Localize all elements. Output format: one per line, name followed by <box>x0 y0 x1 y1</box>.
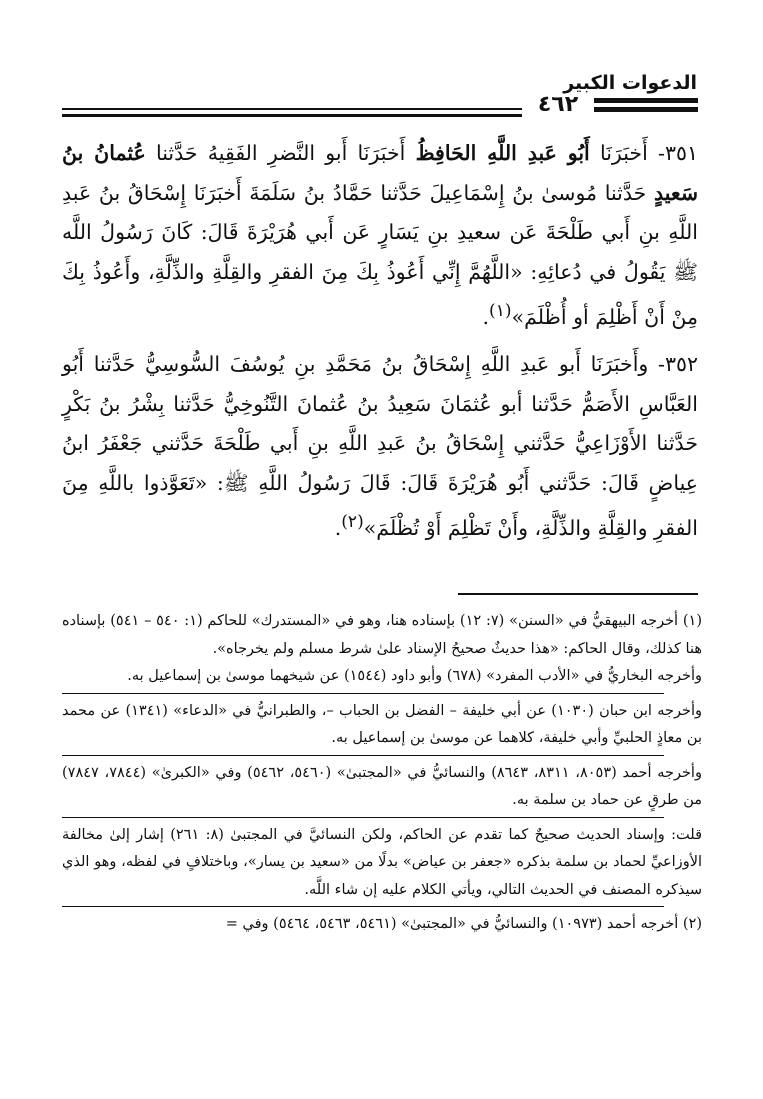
footnote-separator <box>458 593 698 595</box>
footnote-divider <box>62 906 664 907</box>
footnote-ref[interactable]: (٢) <box>341 512 364 533</box>
main-text <box>62 134 698 557</box>
sentence-end: . <box>482 304 490 329</box>
running-title: الدعوات الكبير <box>563 72 697 94</box>
hadith-text: أَخبَرَنَا أَبو النَّضرِ الفَقِيهُ حَدَّثنا <box>145 141 416 165</box>
footnote-paragraph: وأخرجه البخاريُّ في «الأدب المفرد» (٦٧٨) وأبو داود (١٥٤٤) عن شيخهما موسىٰ بن إسماعيل به. <box>127 668 702 684</box>
header-rule-thin <box>62 108 522 110</box>
footnote-ref[interactable]: (١) <box>489 301 512 321</box>
narrator-name: عُثمانُ بنُ سَعيدٍ <box>62 141 698 205</box>
footnote-divider <box>62 817 664 818</box>
footnote-paragraph: وأخرجه ابن حبان (١٠٣٠) عن أبي خليفة – الفضل بن الحباب –، والطبرانيُّ في «الدعاء» (١٣٤١) عن محمد بن معاذٍ الحلبيِّ وأبي خليفة، كلاهما عن موسىٰ بن إسماعيل به. <box>62 702 702 746</box>
hadith-number: ٣٥٢ <box>664 352 698 377</box>
hadith-text: - أَخبَرَنَا <box>589 141 665 165</box>
footnotes <box>62 608 702 939</box>
hadith-text: - وأَخبَرَنَا أَبو عَبدِ اللَّهِ إِسْحَاقُ بنُ مَحَمَّدِ بنِ يُوسُفَ السُّوسِيُّ حَدَّثنا أَبُو العَبَّاسِ الأَصَمُّ حَدَّثنا أبو عُثمَانَ سَعِيدُ بنُ عُثمانَ التَّنُوخِيُّ حَدَّثنا بِشْرُ بنُ بَكْرٍ حَدَّثنا الأَوْزَاعِيُّ حَدَّثني إِسْحَاقُ بنُ عَبدِ اللَّهِ بنِ أَبي طَلْحَةَ حَدَّثني جَعْفَرُ ابنُ عِياضٍ قَالَ: حَدَّثني أَبُو هُرَيْرَةَ قَالَ: قَالَ رَسُولُ اللَّهِ ﷺ: «تَعَوَّذوا باللَّهِ مِنَ الفقرِ والقِلَّةِ والذِّلَّةِ، وأَنْ تَظْلِمَ أَوْ تُظْلَمَ» <box>62 352 698 541</box>
hadith-352 <box>62 345 698 548</box>
footnote-paragraph: وأخرجه أحمد (٨٠٥٣، ٨٣١١، ٨٦٤٣) والنسائيُّ في «المجتبىٰ» (٥٤٦٠، ٥٤٦٢) وفي «الكبرىٰ» (٧٨٤٤، ٧٨٤٧) من طرقٍ عن حماد بن سلمة به. <box>62 764 702 808</box>
hadith-text: حَدَّثنا مُوسىٰ بنُ إِسْمَاعِيلَ حَدَّثنا حَمَّادُ بنُ سَلَمَةَ أَخبَرَنَا إِسْحَاقُ بنُ عَبدِ اللَّهِ بنِ أَبي طَلْحَةَ عَن سعيدِ بنِ يَسَارٍ عَن أَبي هُرَيْرَةَ قَالَ: كَانَ رَسُولُ اللَّه ﷺ يَقُولُ في دُعائِهِ: «اللَّهُمَّ إِنِّي أَعُوذُ بِكَ مِنَ الفقرِ والقِلَّةِ والذِّلَّةِ، وأَعُوذُ بِكَ مِنْ أَنْ أَظْلِمَ أو أُظْلَمَ» <box>62 180 698 329</box>
hadith-351 <box>62 134 698 337</box>
footnote-divider <box>62 755 664 756</box>
footnote-1: (١) أخرجه البيهقيُّ في «السنن» (٧: ١٢) بإسناده هنا، وهو في «المستدرك» للحاكم (١: ٥٤٠ – ٥٤١) بإسناده هنا كذلك، وقال الحاكم: «هذا حديثٌ صحيحُ الإسناد علىٰ شرط مسلم ولم يخرجاه». <box>62 613 702 657</box>
hadith-number: ٣٥١ <box>664 141 698 165</box>
footnote-paragraph: قلت: وإسناد الحديث صحيحٌ كما تقدم عن الحاكم، ولكن النسائيَّ في المجتبىٰ (٨: ٢٦١) إشار إلىٰ مخالفة الأوزاعيِّ لحماد بن سلمة بذكره «جعفر بن عياض» بدلًا من «سعيد بن يسار»، وباختلافٍ في لفظه، وهو الذي سيذكره المصنف في الحديث التالي، ويأتي الكلام عليه إن شاء اللَّه. <box>62 826 703 898</box>
narrator-name: أَبُو عَبدِ اللَّهِ الحَافِظُ <box>415 141 590 165</box>
header-rule-thick <box>62 114 522 117</box>
footnote-divider <box>62 693 664 694</box>
footnote-2: (٢) أخرجه أحمد (١٠٩٧٣) والنسائيُّ في «المجتبىٰ» (٥٤٦١، ٥٤٦٣، ٥٤٦٤) وفي = <box>225 916 702 932</box>
page-number: ٤٦٢ <box>537 92 579 117</box>
sentence-end: . <box>334 516 342 541</box>
page-number-ornament <box>594 98 698 116</box>
